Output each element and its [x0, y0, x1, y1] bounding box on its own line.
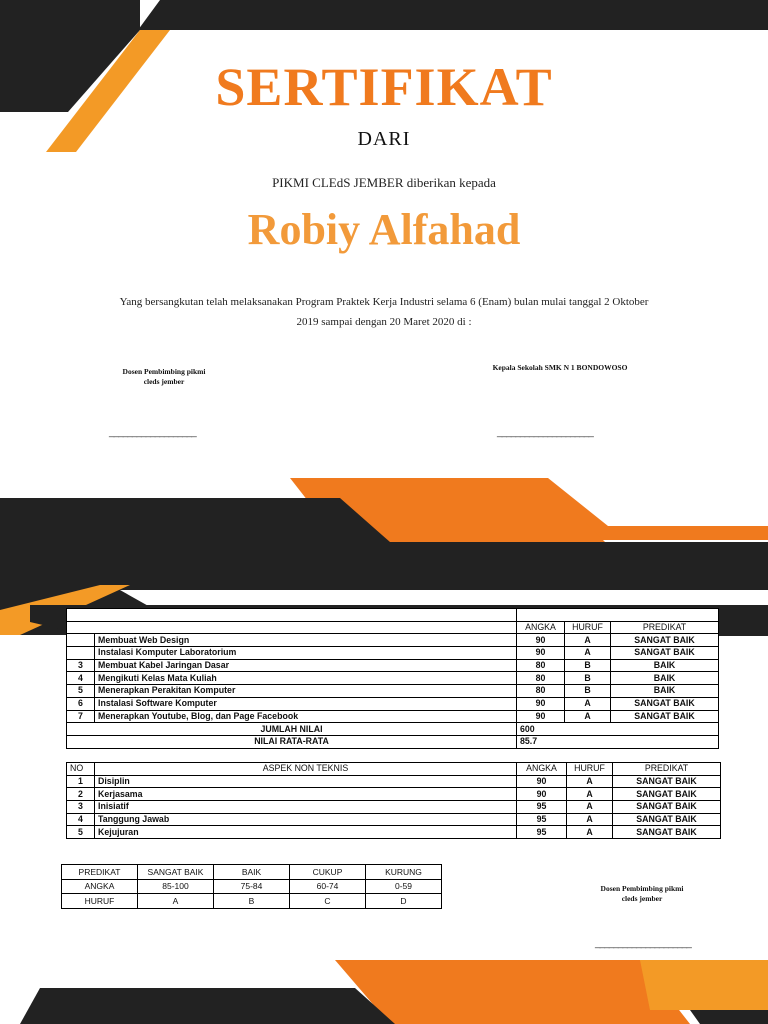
scale-row — [62, 865, 442, 880]
scale-row-label: HURUF — [62, 894, 138, 909]
row-aspect: Disiplin — [95, 775, 517, 788]
table-header-row — [67, 621, 719, 634]
header-letter: HURUF — [567, 763, 613, 776]
row-number: 4 — [67, 672, 95, 685]
row-aspect: Instalasi Komputer Laboratorium — [95, 647, 517, 660]
scale-row — [62, 879, 442, 894]
row-letter: A — [567, 813, 613, 826]
row-number: 4 — [67, 813, 95, 826]
row-aspect: Membuat Web Design — [95, 634, 517, 647]
row-aspect: Kerjasama — [95, 788, 517, 801]
signature-left-line-1: Dosen Pembimbing pikmi — [122, 367, 206, 376]
table-row — [67, 634, 719, 647]
table-row — [67, 801, 721, 814]
table-title-row — [67, 609, 719, 622]
total-value: 600 — [517, 723, 719, 736]
scale-cell: B — [214, 894, 290, 909]
signature-right-title: Kepala Sekolah SMK N 1 BONDOWOSO — [492, 363, 628, 372]
table-row — [67, 775, 721, 788]
average-label: NILAI RATA-RATA — [67, 735, 517, 748]
row-predicate: SANGAT BAIK — [613, 775, 721, 788]
row-predicate: SANGAT BAIK — [611, 647, 719, 660]
scale-cell: 75-84 — [214, 879, 290, 894]
total-label: JUMLAH NILAI — [67, 723, 517, 736]
header-predikat: PREDIKAT — [611, 621, 719, 634]
signature-bottom-line-2: cleds jember — [621, 894, 663, 903]
scale-cell: 85-100 — [138, 879, 214, 894]
scale-cell: BAIK — [214, 865, 290, 880]
row-predicate: SANGAT BAIK — [611, 697, 719, 710]
top-dark-band — [138, 0, 768, 30]
bottom-orange-shape — [335, 960, 690, 1024]
row-aspect: Menerapkan Perakitan Komputer — [95, 685, 517, 698]
row-letter: A — [565, 634, 611, 647]
row-score: 80 — [517, 672, 565, 685]
row-aspect: Inisiatif — [95, 801, 517, 814]
grading-scale-table — [61, 864, 442, 909]
signature-left-line: ___________________ — [109, 427, 196, 438]
row-score: 95 — [517, 801, 567, 814]
row-score: 90 — [517, 710, 565, 723]
row-letter: A — [567, 826, 613, 839]
average-value: 85.7 — [517, 735, 719, 748]
table-row — [67, 647, 719, 660]
scale-cell: 0-59 — [366, 879, 442, 894]
certificate-from: DARI — [357, 128, 411, 150]
row-number: 3 — [67, 801, 95, 814]
table-row — [67, 710, 719, 723]
row-aspect: Menerapkan Youtube, Blog, dan Page Facebook — [95, 710, 517, 723]
signature-right-line: _____________________ — [497, 427, 593, 438]
row-predicate: SANGAT BAIK — [613, 813, 721, 826]
row-letter: A — [565, 647, 611, 660]
signature-bottom-line-1: Dosen Pembimbing pikmi — [600, 884, 684, 893]
average-row — [67, 735, 719, 748]
row-predicate: SANGAT BAIK — [613, 826, 721, 839]
certificate-description — [100, 292, 668, 332]
scale-cell: 60-74 — [290, 879, 366, 894]
row-predicate: SANGAT BAIK — [613, 801, 721, 814]
scale-cell: SANGAT BAIK — [138, 865, 214, 880]
header-score: ANGKA — [517, 763, 567, 776]
row-score: 80 — [517, 685, 565, 698]
row-number: 5 — [67, 826, 95, 839]
row-number — [67, 647, 95, 660]
row-score: 90 — [517, 634, 565, 647]
row-score: 95 — [517, 813, 567, 826]
table-row — [67, 685, 719, 698]
row-letter: A — [567, 801, 613, 814]
table-row — [67, 813, 721, 826]
description-line-2: 2019 sampai dengan 20 Maret 2020 di : — [296, 316, 472, 328]
technical-grades-table — [66, 608, 719, 749]
scale-cell: KURUNG — [366, 865, 442, 880]
row-number — [67, 634, 95, 647]
row-number: 5 — [67, 685, 95, 698]
description-line-1: Yang bersangkutan telah melaksanakan Program Praktek Kerja Industri selama 6 (Enam) bulan mulai tanggal 2 Oktober — [119, 296, 649, 308]
table-row — [67, 697, 719, 710]
row-aspect: Instalasi Software Komputer — [95, 697, 517, 710]
signature-bottom-title — [590, 884, 694, 904]
row-predicate: SANGAT BAIK — [613, 788, 721, 801]
header-no: NO — [67, 763, 95, 776]
table-row — [67, 659, 719, 672]
row-predicate: BAIK — [611, 672, 719, 685]
row-number: 7 — [67, 710, 95, 723]
row-number: 3 — [67, 659, 95, 672]
bottom-dark-band — [20, 988, 395, 1024]
row-aspect: Kejujuran — [95, 826, 517, 839]
row-score: 90 — [517, 647, 565, 660]
row-number: 1 — [67, 775, 95, 788]
row-score: 95 — [517, 826, 567, 839]
row-letter: B — [565, 672, 611, 685]
scale-row-label: ANGKA — [62, 879, 138, 894]
row-letter: A — [565, 697, 611, 710]
row-aspect: Membuat Kabel Jaringan Dasar — [95, 659, 517, 672]
row-predicate: SANGAT BAIK — [611, 634, 719, 647]
table-row — [67, 672, 719, 685]
scale-cell: CUKUP — [290, 865, 366, 880]
given-text: PIKMI CLEdS JEMBER diberikan kepada — [272, 175, 496, 190]
signature-bottom-line: _____________________ — [595, 938, 691, 949]
row-aspect: Tanggung Jawab — [95, 813, 517, 826]
total-row — [67, 723, 719, 736]
signature-left-title — [112, 367, 216, 387]
header-aspect: ASPEK NON TEKNIS — [95, 763, 517, 776]
row-letter: B — [565, 685, 611, 698]
row-aspect: Mengikuti Kelas Mata Kuliah — [95, 672, 517, 685]
row-score: 90 — [517, 775, 567, 788]
row-score: 80 — [517, 659, 565, 672]
nontechnical-grades-table — [66, 762, 721, 839]
scale-row-label: PREDIKAT — [62, 865, 138, 880]
row-score: 90 — [517, 788, 567, 801]
row-predicate: BAIK — [611, 685, 719, 698]
nontech-header-row — [67, 763, 721, 776]
row-letter: A — [567, 775, 613, 788]
scale-cell: A — [138, 894, 214, 909]
row-score: 90 — [517, 697, 565, 710]
scale-cell: C — [290, 894, 366, 909]
header-predicate: PREDIKAT — [613, 763, 721, 776]
bottom-right-dark — [690, 1010, 768, 1024]
table-row — [67, 826, 721, 839]
recipient-name: Robiy Alfahad — [247, 205, 521, 254]
certificate-title: SERTIFIKAT — [215, 57, 553, 117]
scale-cell: D — [366, 894, 442, 909]
signature-left-line-2: cleds jember — [143, 377, 185, 386]
header-angka: ANGKA — [517, 621, 565, 634]
header-huruf: HURUF — [565, 621, 611, 634]
row-number: 6 — [67, 697, 95, 710]
row-predicate: BAIK — [611, 659, 719, 672]
row-letter: A — [565, 710, 611, 723]
bottom-orange-right — [640, 960, 768, 1010]
row-predicate: SANGAT BAIK — [611, 710, 719, 723]
table-row — [67, 788, 721, 801]
scale-row — [62, 894, 442, 909]
row-number: 2 — [67, 788, 95, 801]
row-letter: B — [565, 659, 611, 672]
row-letter: A — [567, 788, 613, 801]
